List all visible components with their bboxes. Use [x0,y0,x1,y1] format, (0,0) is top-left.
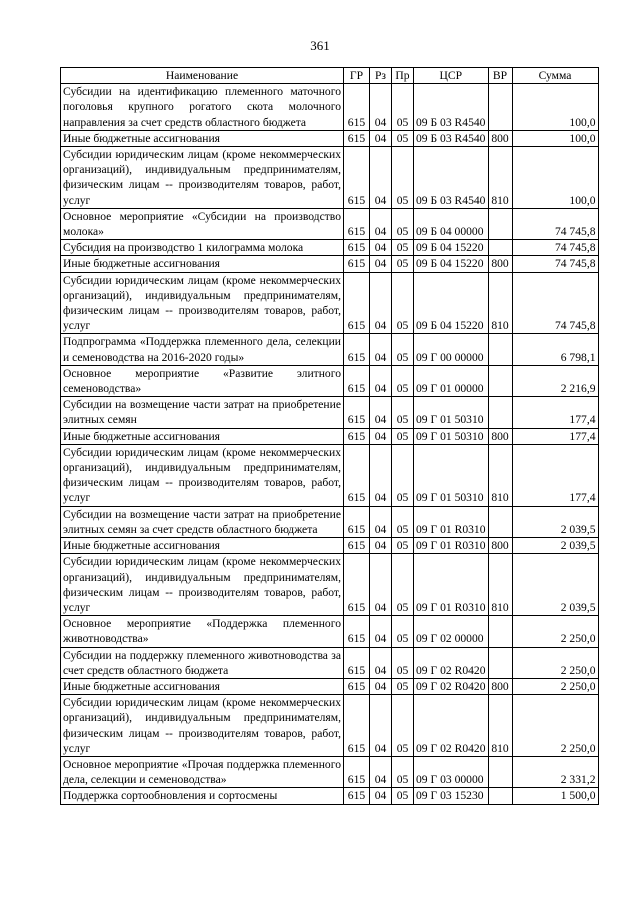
table-row [61,538,599,554]
table-row [61,240,599,256]
row-csr-cell: 09 Г 02 R0420 [414,678,489,694]
row-name-cell: Поддержка сортообновления и сортосмены [61,788,344,804]
row-rz-cell: 04 [370,240,392,256]
row-gr-cell: 615 [344,756,370,787]
table-row [61,208,599,239]
row-vr-cell [488,397,512,428]
row-pr-cell: 05 [392,397,414,428]
header-gr: ГР [344,68,370,84]
row-csr-cell: 09 Г 01 50310 [414,444,489,506]
table-row [61,695,599,757]
row-vr-cell [488,84,512,131]
header-name: Наименование [61,68,344,84]
row-vr-cell [488,365,512,396]
row-gr-cell: 615 [344,788,370,804]
row-pr-cell: 05 [392,272,414,334]
row-gr-cell: 615 [344,506,370,537]
row-name-cell: Субсидия на производство 1 килограмма молока [61,240,344,256]
row-vr-cell: 800 [488,538,512,554]
row-name-cell: Иные бюджетные ассигнования [61,256,344,272]
header-sum: Сумма [512,68,598,84]
row-gr-cell: 615 [344,647,370,678]
row-pr-cell: 05 [392,365,414,396]
row-vr-cell [488,208,512,239]
row-csr-cell: 09 Б 03 R4540 [414,84,489,131]
row-rz-cell: 04 [370,695,392,757]
table-row [61,365,599,396]
table-row [61,678,599,694]
row-name-cell: Основное мероприятие «Прочая поддержка племенного дела, селекции и семеноводства» [61,756,344,787]
row-csr-cell: 09 Б 04 15220 [414,256,489,272]
row-vr-cell: 810 [488,444,512,506]
row-rz-cell: 04 [370,788,392,804]
row-pr-cell: 05 [392,616,414,647]
row-sum-cell: 2 250,0 [512,678,598,694]
budget-table [60,67,599,805]
row-csr-cell: 09 Г 02 R0420 [414,695,489,757]
row-csr-cell: 09 Г 01 00000 [414,365,489,396]
row-gr-cell: 615 [344,256,370,272]
row-rz-cell: 04 [370,538,392,554]
row-pr-cell: 05 [392,208,414,239]
header-vr: ВР [488,68,512,84]
row-vr-cell [488,240,512,256]
row-vr-cell: 810 [488,554,512,616]
page-number: 361 [310,38,330,53]
row-vr-cell: 800 [488,428,512,444]
row-rz-cell: 04 [370,208,392,239]
row-name-cell: Субсидии на возмещение части затрат на приобретение элитных семян за счет средств областного бюджета [61,506,344,537]
row-gr-cell: 615 [344,538,370,554]
row-gr-cell: 615 [344,397,370,428]
row-vr-cell [488,788,512,804]
row-name-cell: Субсидии юридическим лицам (кроме некоммерческих организаций), индивидуальным предпринимателям, физическим лицам -- производителям товаров, работ, услуг [61,554,344,616]
row-name-cell: Субсидии юридическим лицам (кроме некоммерческих организаций), индивидуальным предпринимателям, физическим лицам -- производителям товаров, работ, услуг [61,695,344,757]
row-name-cell: Субсидии юридическим лицам (кроме некоммерческих организаций), индивидуальным предпринимателям, физическим лицам -- производителям товаров, работ, услуг [61,444,344,506]
row-pr-cell: 05 [392,678,414,694]
row-name-cell: Иные бюджетные ассигнования [61,428,344,444]
table-row [61,616,599,647]
row-csr-cell: 09 Г 01 R0310 [414,506,489,537]
row-sum-cell: 74 745,8 [512,256,598,272]
row-csr-cell: 09 Б 04 15220 [414,240,489,256]
header-csr: ЦСР [414,68,489,84]
table-row [61,256,599,272]
row-pr-cell: 05 [392,695,414,757]
row-vr-cell [488,756,512,787]
row-pr-cell: 05 [392,647,414,678]
row-name-cell: Субсидии юридическим лицам (кроме некоммерческих организаций), индивидуальным предпринимателям, физическим лицам -- производителям товаров, работ, услуг [61,272,344,334]
row-sum-cell: 100,0 [512,130,598,146]
row-csr-cell: 09 Г 00 00000 [414,334,489,365]
row-gr-cell: 615 [344,147,370,209]
row-pr-cell: 05 [392,788,414,804]
row-rz-cell: 04 [370,334,392,365]
table-row [61,647,599,678]
row-pr-cell: 05 [392,84,414,131]
row-rz-cell: 04 [370,506,392,537]
row-csr-cell: 09 Б 03 R4540 [414,147,489,209]
table-row [61,788,599,804]
header-rz: Рз [370,68,392,84]
row-pr-cell: 05 [392,147,414,209]
row-gr-cell: 615 [344,695,370,757]
row-sum-cell: 74 745,8 [512,208,598,239]
row-pr-cell: 05 [392,240,414,256]
row-csr-cell: 09 Г 01 R0310 [414,554,489,616]
row-sum-cell: 2 250,0 [512,616,598,647]
row-rz-cell: 04 [370,147,392,209]
row-sum-cell: 2 250,0 [512,695,598,757]
table-header-row [61,68,599,84]
row-rz-cell: 04 [370,678,392,694]
row-csr-cell: 09 Г 03 15230 [414,788,489,804]
row-gr-cell: 615 [344,334,370,365]
row-csr-cell: 09 Г 01 50310 [414,397,489,428]
row-pr-cell: 05 [392,130,414,146]
row-name-cell: Подпрограмма «Поддержка племенного дела, селекции и семеноводства на 2016-2020 годы» [61,334,344,365]
row-rz-cell: 04 [370,616,392,647]
row-csr-cell: 09 Г 01 50310 [414,428,489,444]
row-pr-cell: 05 [392,538,414,554]
row-pr-cell: 05 [392,756,414,787]
row-name-cell: Субсидии на идентификацию племенного маточного поголовья крупного рогатого скота молочного направления за счет средств областного бюджета [61,84,344,131]
row-vr-cell [488,647,512,678]
row-name-cell: Иные бюджетные ассигнования [61,538,344,554]
row-sum-cell: 2 331,2 [512,756,598,787]
row-pr-cell: 05 [392,554,414,616]
table-row [61,130,599,146]
row-name-cell: Основное мероприятие «Поддержка племенного животноводства» [61,616,344,647]
row-vr-cell [488,506,512,537]
row-rz-cell: 04 [370,428,392,444]
row-vr-cell: 810 [488,272,512,334]
row-sum-cell: 100,0 [512,147,598,209]
row-sum-cell: 177,4 [512,428,598,444]
row-sum-cell: 6 798,1 [512,334,598,365]
row-rz-cell: 04 [370,130,392,146]
row-name-cell: Иные бюджетные ассигнования [61,130,344,146]
row-sum-cell: 2 216,9 [512,365,598,396]
row-name-cell: Основное мероприятие «Субсидии на производство молока» [61,208,344,239]
row-name-cell: Иные бюджетные ассигнования [61,678,344,694]
table-row [61,397,599,428]
row-name-cell: Основное мероприятие «Развитие элитного семеноводства» [61,365,344,396]
row-gr-cell: 615 [344,678,370,694]
row-rz-cell: 04 [370,444,392,506]
row-pr-cell: 05 [392,506,414,537]
row-sum-cell: 100,0 [512,84,598,131]
row-sum-cell: 177,4 [512,397,598,428]
table-row [61,84,599,131]
table-row [61,444,599,506]
row-pr-cell: 05 [392,444,414,506]
row-gr-cell: 615 [344,130,370,146]
row-name-cell: Субсидии юридическим лицам (кроме некоммерческих организаций), индивидуальным предпринимателям, физическим лицам -- производителям товаров, работ, услуг [61,147,344,209]
row-sum-cell: 2 039,5 [512,538,598,554]
row-vr-cell: 810 [488,695,512,757]
row-rz-cell: 04 [370,647,392,678]
row-csr-cell: 09 Б 03 R4540 [414,130,489,146]
row-rz-cell: 04 [370,272,392,334]
row-vr-cell: 810 [488,147,512,209]
row-rz-cell: 04 [370,256,392,272]
row-vr-cell [488,334,512,365]
row-rz-cell: 04 [370,554,392,616]
table-row [61,554,599,616]
row-rz-cell: 04 [370,397,392,428]
row-sum-cell: 74 745,8 [512,272,598,334]
row-pr-cell: 05 [392,256,414,272]
row-csr-cell: 09 Г 02 00000 [414,616,489,647]
row-csr-cell: 09 Б 04 00000 [414,208,489,239]
row-gr-cell: 615 [344,444,370,506]
row-gr-cell: 615 [344,240,370,256]
table-row [61,147,599,209]
row-name-cell: Субсидии на поддержку племенного животноводства за счет средств областного бюджета [61,647,344,678]
row-gr-cell: 615 [344,554,370,616]
row-sum-cell: 1 500,0 [512,788,598,804]
table-row [61,506,599,537]
row-csr-cell: 09 Б 04 15220 [414,272,489,334]
row-sum-cell: 2 250,0 [512,647,598,678]
row-rz-cell: 04 [370,84,392,131]
table-body [61,84,599,804]
header-pr: Пр [392,68,414,84]
row-csr-cell: 09 Г 02 R0420 [414,647,489,678]
row-sum-cell: 74 745,8 [512,240,598,256]
row-pr-cell: 05 [392,334,414,365]
row-csr-cell: 09 Г 03 00000 [414,756,489,787]
row-vr-cell: 800 [488,256,512,272]
row-rz-cell: 04 [370,365,392,396]
table-row [61,428,599,444]
row-gr-cell: 615 [344,84,370,131]
row-gr-cell: 615 [344,616,370,647]
row-gr-cell: 615 [344,208,370,239]
row-vr-cell: 800 [488,130,512,146]
row-sum-cell: 2 039,5 [512,506,598,537]
row-vr-cell: 800 [488,678,512,694]
row-vr-cell [488,616,512,647]
table-row [61,334,599,365]
table-row [61,272,599,334]
row-name-cell: Субсидии на возмещение части затрат на приобретение элитных семян [61,397,344,428]
row-gr-cell: 615 [344,428,370,444]
row-sum-cell: 177,4 [512,444,598,506]
table-row [61,756,599,787]
row-rz-cell: 04 [370,756,392,787]
row-gr-cell: 615 [344,365,370,396]
row-pr-cell: 05 [392,428,414,444]
row-gr-cell: 615 [344,272,370,334]
row-csr-cell: 09 Г 01 R0310 [414,538,489,554]
row-sum-cell: 2 039,5 [512,554,598,616]
